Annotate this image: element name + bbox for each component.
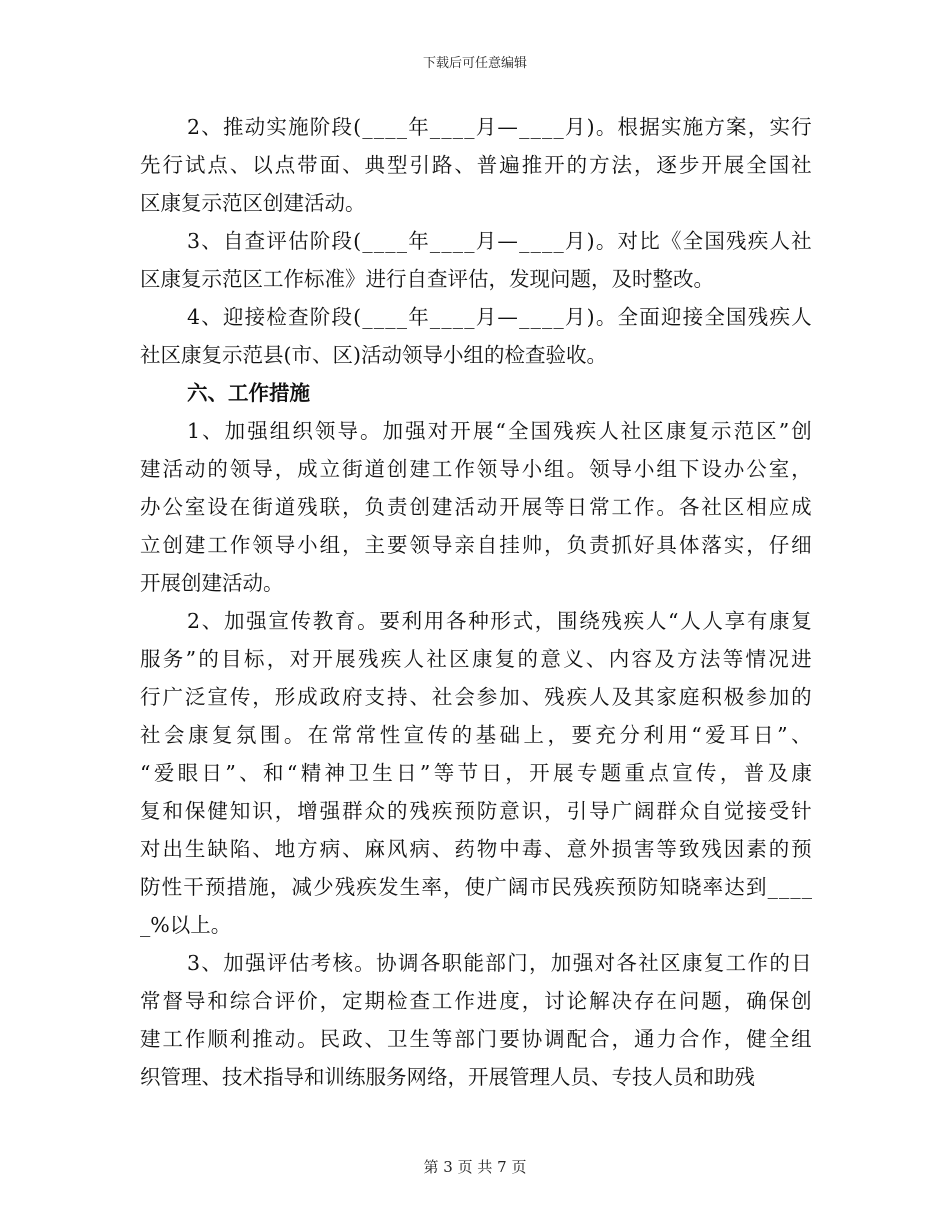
page-header: 下载后可任意编辑 <box>422 56 527 71</box>
text-line: _%以上。 <box>140 913 232 937</box>
text-line: 六、工作措施 <box>187 381 310 405</box>
text-line: 4 、 迎 接 检 查 阶 段 ( _ _ _ _ 年 _ _ _ _ 月 — _ _ _ _ 月 ) 。 全 面 迎 接 全 国 残 疾 人 <box>187 305 812 329</box>
paragraph <box>140 108 812 222</box>
text-line: 建 活 动 的 领 导 ， 成 立 街 道 创 建 工 作 领 导 小 组 。 领 导 小 组 下 设 办 公 室 ， <box>140 457 812 481</box>
paragraph <box>140 298 812 374</box>
text-line: “ 爱 眼 日 ” 、 和 “ 精 神 卫 生 日 ” 等 节 日 ， 开 展 专 题 重 点 宣 传 ， 普 及 康 <box>140 761 812 785</box>
text-line: 2 、 加 强 宣 传 教 育 。 要 利 用 各 种 形 式 ， 围 绕 残 疾 人 “ 人 人 享 有 康 复 <box>187 609 812 633</box>
text-line: 1 、 加 强 组 织 领 导 。 加 强 对 开 展 “ 全 国 残 疾 人 社 区 康 复 示 范 区 ” 创 <box>187 419 812 443</box>
text-line: 防 性 干 预 措 施 ， 减 少 残 疾 发 生 率 ， 使 广 阔 市 民 残 疾 预 防 知 晓 率 达 到 _ _ _ _ <box>140 875 812 899</box>
text-line: 3 、 加 强 评 估 考 核 。 协 调 各 职 能 部 门 ， 加 强 对 各 社 区 康 复 工 作 的 日 <box>187 951 812 975</box>
paragraph <box>140 222 812 298</box>
text-line: 2 、 推 动 实 施 阶 段 ( _ _ _ _ 年 _ _ _ _ 月 — _ _ _ _ 月 ) 。 根 据 实 施 方 案 ， 实 行 <box>187 115 812 139</box>
paragraph <box>140 412 812 602</box>
text-line: 常 督 导 和 综 合 评 价 ， 定 期 检 查 工 作 进 度 ， 讨 论 解 决 存 在 问 题 ， 确 保 创 <box>140 989 812 1013</box>
text-line: 社区康复示范县(市、区)活动领导小组的检查验收。 <box>140 343 607 367</box>
text-line: 立 创 建 工 作 领 导 小 组 ， 主 要 领 导 亲 自 挂 帅 ， 负 责 抓 好 具 体 落 实 ， 仔 细 <box>140 533 812 557</box>
text-line: 服 务 ” 的 目 标 ， 对 开 展 残 疾 人 社 区 康 复 的 意 义 、 内 容 及 方 法 等 情 况 进 <box>140 647 812 671</box>
text-line: 建 工 作 顺 利 推 动 。 民 政 、 卫 生 等 部 门 要 协 调 配 合 ， 通 力 合 作 ， 健 全 组 <box>140 1027 812 1051</box>
page-footer: 第 3 页 共 7 页 <box>423 1158 527 1176</box>
text-line: 办 公 室 设 在 街 道 残 联 ， 负 责 创 建 活 动 开 展 等 日 常 工 作 。 各 社 区 相 应 成 <box>140 495 812 519</box>
text-line: 社 会 康 复 氛 围 。 在 常 常 性 宣 传 的 基 础 上 ， 要 充 分 利 用 “ 爱 耳 日 ” 、 <box>140 723 812 747</box>
text-line: 区康复示范区创建活动。 <box>140 191 366 215</box>
text-line: 复 和 保 健 知 识 ， 增 强 群 众 的 残 疾 预 防 意 识 ， 引 导 广 阔 群 众 自 觉 接 受 针 <box>140 799 812 823</box>
text-line: 对 出 生 缺 陷 、 地 方 病 、 麻 风 病 、 药 物 中 毒 、 意 外 损 害 等 致 残 因 素 的 预 <box>140 837 812 861</box>
text-line: 织管理、技术指导和训练服务网络，开展管理人员、专技人员和助残 <box>140 1065 755 1089</box>
paragraph <box>140 602 812 944</box>
document-body <box>140 108 812 1096</box>
text-line: 区康复示范区工作标准》进行自查评估，发现问题，及时整改。 <box>140 267 714 291</box>
section-heading <box>140 374 812 412</box>
text-line: 先 行 试 点 、 以 点 带 面 、 典 型 引 路 、 普 遍 推 开 的 方 法 ， 逐 步 开 展 全 国 社 <box>140 153 812 177</box>
text-line: 3 、 自 查 评 估 阶 段 ( _ _ _ _ 年 _ _ _ _ 月 — _ _ _ _ 月 ) 。 对 比 《 全 国 残 疾 人 社 <box>187 229 812 253</box>
paragraph <box>140 944 812 1096</box>
text-line: 行 广 泛 宣 传 ， 形 成 政 府 支 持 、 社 会 参 加 、 残 疾 人 及 其 家 庭 积 极 参 加 的 <box>140 685 812 709</box>
text-line: 开展创建活动。 <box>140 571 284 595</box>
